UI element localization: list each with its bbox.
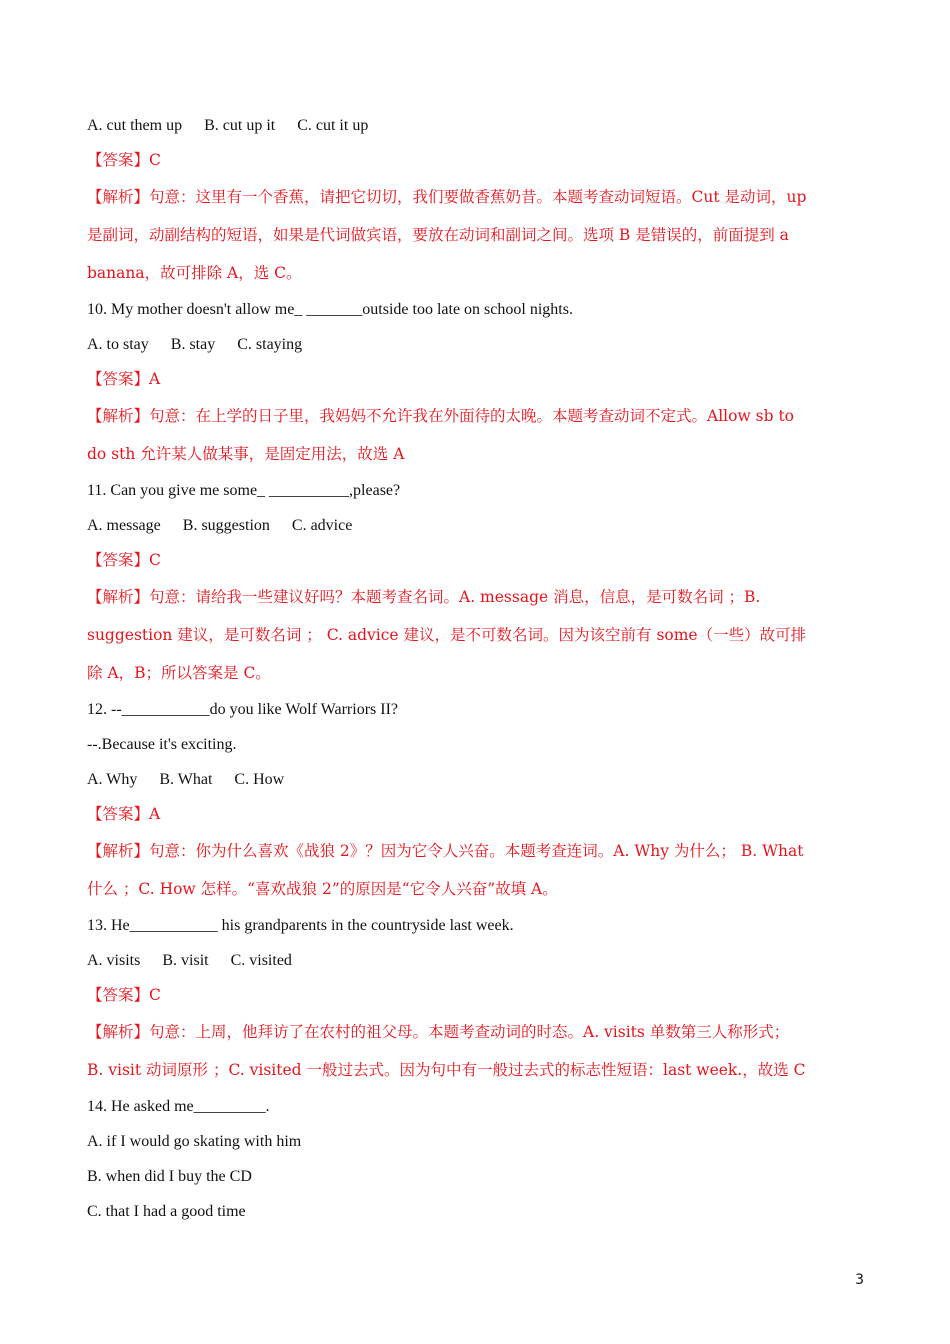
q9-option-c: C. cut it up (297, 117, 369, 134)
q13-options (87, 943, 863, 978)
q9-option-b: B. cut up it (204, 117, 276, 134)
q11-analysis-line-1: 【解析】句意：请给我一些建议好吗？本题考查名词。A. message 消息，信息，是可数名词 ；B. (87, 588, 761, 606)
q11-answer: 【答案】C (87, 551, 161, 569)
q10-option-c: C. staying (237, 336, 303, 353)
page-number: 3 (855, 1272, 864, 1288)
document-body (87, 108, 863, 1229)
q9-analysis-line-1: 【解析】句意：这里有一个香蕉，请把它切切，我们要做香蕉奶昔。本题考查动词短语。Cut 是动词，up (87, 188, 807, 206)
q11-analysis-line-2: suggestion 建议，是可数名词 ； C. advice 建议，是不可数名词。因为该空前有 some（一些）故可排 (87, 626, 807, 644)
q10-answer: 【答案】A (87, 370, 161, 388)
q11-options (87, 508, 863, 543)
q9-analysis-line-2: 是副词，动副结构的短语，如果是代词做宾语，要放在动词和副词之间。选项 B 是错误的，前面提到 a (87, 226, 789, 244)
q10-analysis-line-2: do sth 允许某人做某事，是固定用法，故选 A (87, 445, 405, 463)
q11-analysis-line-3: 除 A，B；所以答案是 C。 (87, 664, 271, 682)
q11-stem: 11. Can you give me some_ __________,please? (87, 482, 401, 499)
q14-option-a: A. if I would go skating with him (87, 1133, 302, 1150)
q13-answer: 【答案】C (87, 986, 161, 1004)
q10-option-a: A. to stay (87, 336, 149, 353)
q11-option-a: A. message (87, 517, 161, 534)
q13-option-b: B. visit (162, 952, 209, 969)
q13-analysis (87, 1013, 863, 1089)
q13-stem: 13. He___________ his grandparents in the countryside last week. (87, 917, 514, 934)
q13-analysis-line-2: B. visit 动词原形 ；C. visited 一般过去式。因为句中有一般过去式的标志性短语：last week.，故选 C (87, 1061, 806, 1079)
q13-analysis-line-1: 【解析】句意：上周，他拜访了在农村的祖父母。本题考查动词的时态。A. visits 单数第三人称形式； (87, 1023, 790, 1041)
q10-options (87, 327, 863, 362)
q14-option-b: B. when did I buy the CD (87, 1168, 252, 1185)
q10-analysis-line-1: 【解析】句意：在上学的日子里，我妈妈不允许我在外面待的太晚。本题考查动词不定式。Allow sb to (87, 407, 795, 425)
q12-option-a: A. Why (87, 771, 138, 788)
q12-analysis-line-2: 什么 ；C. How 怎样。“喜欢战狼 2”的原因是“它令人兴奋”故填 A。 (87, 880, 558, 898)
q9-options (87, 108, 863, 143)
q11-option-c: C. advice (291, 517, 353, 534)
q10-stem: 10. My mother doesn't allow me_ _______outside too late on school nights. (87, 301, 573, 318)
q12-options (87, 762, 863, 797)
q9-analysis-line-3: banana，故可排除 A，选 C。 (87, 264, 302, 282)
q9-analysis (87, 178, 863, 292)
q14-option-c: C. that I had a good time (87, 1203, 246, 1220)
q12-analysis (87, 832, 863, 908)
q10-analysis (87, 397, 863, 473)
q9-option-a: A. cut them up (87, 117, 183, 134)
q12-stem-reply: --.Because it's exciting. (87, 736, 237, 753)
q11-option-b: B. suggestion (182, 517, 270, 534)
q14-stem: 14. He asked me_________. (87, 1098, 270, 1115)
q10-option-b: B. stay (170, 336, 216, 353)
q12-stem: 12. --___________do you like Wolf Warriors II? (87, 701, 398, 718)
q12-option-b: B. What (159, 771, 213, 788)
q13-option-a: A. visits (87, 952, 141, 969)
q11-analysis (87, 578, 863, 692)
q12-answer: 【答案】A (87, 805, 161, 823)
q12-option-c: C. How (234, 771, 285, 788)
q9-answer: 【答案】C (87, 151, 161, 169)
q12-analysis-line-1: 【解析】句意：你为什么喜欢《战狼 2》？因为它令人兴奋。本题考查连词。A. Why 为什么； B. What (87, 842, 804, 860)
q13-option-c: C. visited (230, 952, 292, 969)
